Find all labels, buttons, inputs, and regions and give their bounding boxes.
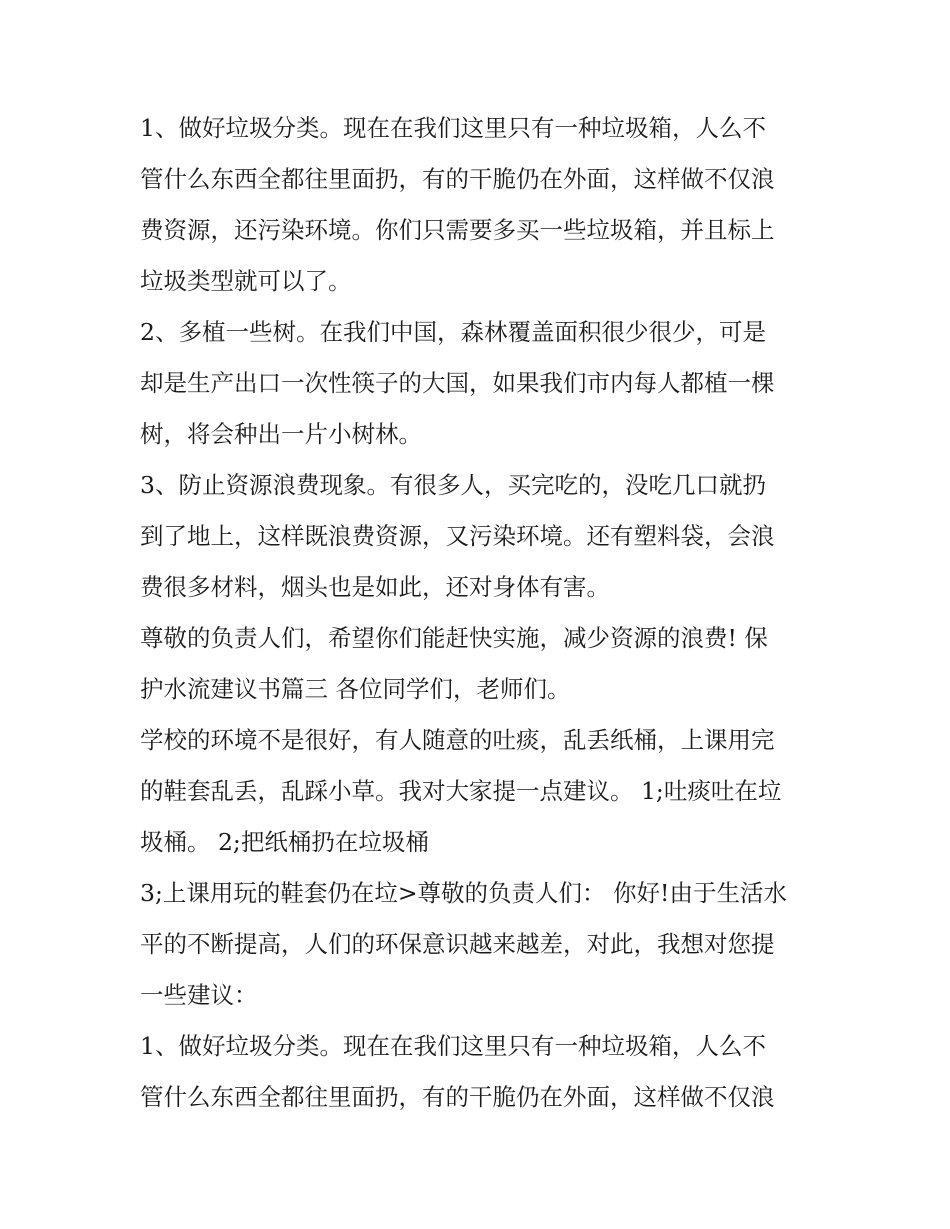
paragraph-5	[140, 715, 820, 868]
text-line: 2、多植一些树。在我们中国，森林覆盖面积很少很少，可是	[140, 318, 766, 346]
text-line: 到了地上，这样既浪费资源，又污染环境。还有塑料袋，会浪	[140, 522, 775, 550]
text-line: 平的不断提高，人们的环保意识越来越差，对此，我想对您提	[140, 930, 775, 958]
text-line: 的鞋套乱丢，乱踩小草。我对大家提一点建议。 1;吐痰吐在垃	[140, 777, 782, 805]
paragraph-2	[140, 307, 820, 460]
paragraph-6	[140, 868, 820, 1021]
paragraph-3	[140, 460, 820, 613]
text-line: 树，将会种出一片小树林。	[140, 420, 422, 448]
text-line: 圾桶。 2;把纸桶扔在垃圾桶	[140, 828, 429, 856]
text-line: 费资源，还污染环境。你们只需要多买一些垃圾箱，并且标上	[140, 216, 775, 244]
text-line: 垃圾类型就可以了。	[140, 267, 352, 295]
paragraph-7	[140, 1021, 820, 1123]
text-line: 一些建议：	[140, 981, 258, 1009]
text-line: 管什么东西全都往里面扔，有的干脆仍在外面，这样做不仅浪	[140, 165, 775, 193]
text-line: 1、做好垃圾分类。现在在我们这里只有一种垃圾箱，人么不	[140, 1032, 766, 1060]
text-line: 学校的环境不是很好，有人随意的吐痰，乱丢纸桶，上课用完	[140, 726, 775, 754]
paragraph-1	[140, 103, 820, 307]
text-line: 费很多材料，烟头也是如此，还对身体有害。	[140, 573, 610, 601]
text-line: 3;上课用玩的鞋套仍在垃>尊敬的负责人们： 你好!由于生活水	[140, 879, 787, 907]
text-line: 1、做好垃圾分类。现在在我们这里只有一种垃圾箱，人么不	[140, 114, 766, 142]
text-line: 尊敬的负责人们，希望你们能赶快实施，减少资源的浪费! 保	[140, 624, 768, 652]
paragraph-4	[140, 613, 820, 715]
text-line: 却是生产出口一次性筷子的大国，如果我们市内每人都植一棵	[140, 369, 775, 397]
document-body	[140, 103, 820, 1123]
text-line: 管什么东西全都往里面扔，有的干脆仍在外面，这样做不仅浪	[140, 1083, 775, 1111]
text-line: 护水流建议书篇三 各位同学们，老师们。	[140, 675, 571, 703]
text-line: 3、防止资源浪费现象。有很多人，买完吃的，没吃几口就扔	[140, 471, 766, 499]
